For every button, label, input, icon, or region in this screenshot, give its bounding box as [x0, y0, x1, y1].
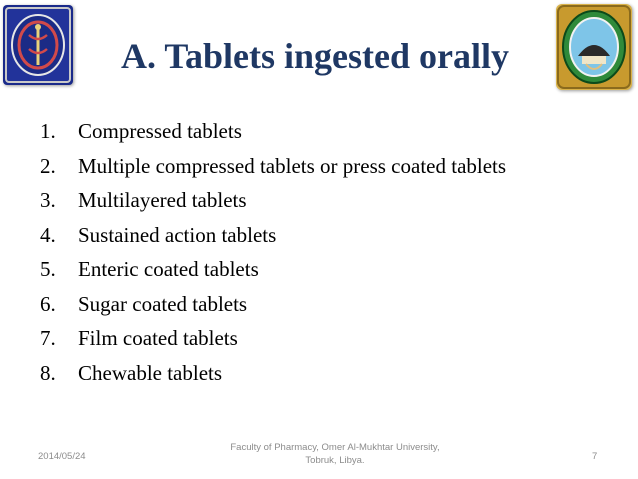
tablet-types-list [40, 114, 506, 390]
list-item [40, 114, 506, 149]
faculty-logo [3, 5, 73, 85]
list-item-text: Multilayered tablets [78, 188, 247, 212]
list-item-text: Chewable tablets [78, 360, 223, 385]
list-item-text: Film coated tablets [78, 326, 238, 350]
list-item-text: Sugar coated tablets [78, 291, 248, 316]
list-item-text: Sustained action tablets [78, 222, 277, 247]
list-item-number: 3. [40, 188, 56, 212]
footer-date: 2014/05/24 [38, 451, 86, 462]
list-item-number: 7. [40, 326, 56, 350]
list-item-text: Multiple compressed tablets or press coated tablets [78, 153, 507, 178]
footer-institution-line1: Faculty of Pharmacy, Omer Al-Mukhtar University, [230, 442, 440, 453]
list-item-number: 5. [40, 257, 56, 281]
list-item [40, 218, 506, 253]
list-item-text: Enteric coated tablets [78, 257, 259, 281]
list-item [40, 356, 506, 391]
list-item [40, 287, 506, 322]
list-item [40, 149, 506, 184]
list-item [40, 252, 506, 287]
list-item-text: Compressed tablets [78, 119, 242, 143]
list-item-number: 1. [40, 119, 56, 143]
list-item-number: 2. [40, 153, 56, 178]
university-seal [556, 4, 632, 90]
footer-institution [210, 441, 460, 467]
list-item [40, 321, 506, 356]
list-item-number: 6. [40, 291, 56, 316]
footer-institution-line2: Tobruk, Libya. [305, 455, 365, 466]
page-number: 7 [592, 451, 598, 462]
list-item-number: 8. [40, 360, 56, 385]
list-item-number: 4. [40, 222, 56, 247]
slide-title: A. Tablets ingested orally [120, 36, 510, 76]
list-item [40, 183, 506, 218]
